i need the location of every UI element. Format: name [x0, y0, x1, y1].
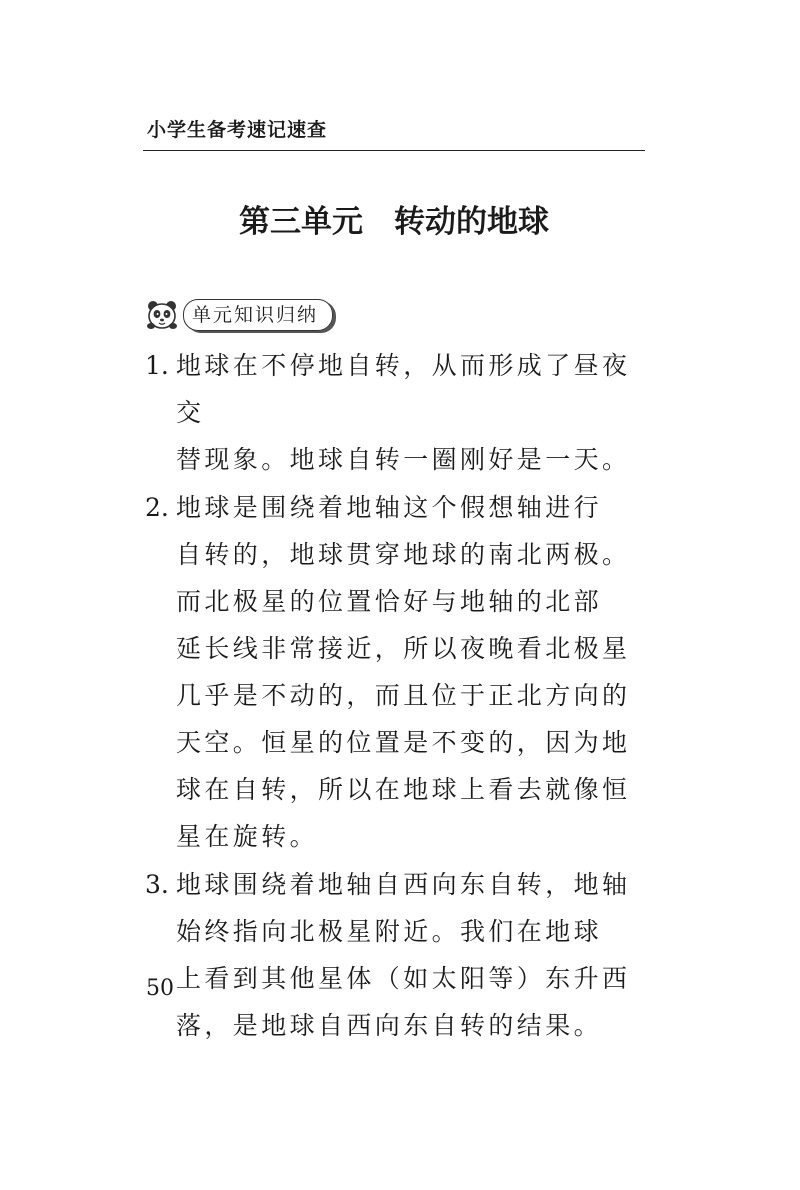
item-line: 地球围绕着地轴自西向东自转，地轴	[176, 870, 631, 899]
item-number: 2.	[145, 493, 169, 522]
panda-icon	[145, 299, 179, 331]
item-line: 天空。恒星的位置是不变的，因为地	[176, 728, 631, 757]
page-number: 50	[146, 976, 174, 1001]
section-badge	[145, 298, 333, 332]
item-line: 落，是地球自西向东自转的结果。	[176, 1011, 603, 1040]
list-item	[143, 342, 653, 483]
item-number: 1.	[145, 351, 169, 380]
unit-title: 第三单元 转动的地球	[239, 204, 549, 240]
item-line: 球在自转，所以在地球上看去就像恒	[176, 775, 631, 804]
item-line: 始终指向北极星附近。我们在地球	[176, 917, 603, 946]
item-line: 地球是围绕着地轴这个假想轴进行	[176, 493, 603, 522]
item-line: 替现象。地球自转一圈刚好是一天。	[176, 445, 631, 474]
item-number: 3.	[145, 870, 169, 899]
running-header: 小学生备考速记速查	[147, 119, 328, 141]
section-label: 单元知识归纳	[183, 299, 333, 331]
item-line: 而北极星的位置恰好与地轴的北部	[176, 587, 603, 616]
list-item	[143, 484, 653, 860]
item-line: 几乎是不动的，而且位于正北方向的	[176, 681, 631, 710]
item-line: 自转的，地球贯穿地球的南北两极。	[176, 540, 631, 569]
item-line: 延长线非常接近，所以夜晚看北极星	[176, 634, 631, 663]
item-line: 地球在不停地自转，从而形成了昼夜交	[176, 351, 631, 427]
knowledge-list	[143, 342, 653, 1050]
item-line: 上看到其他星体（如太阳等）东升西	[176, 964, 631, 993]
item-line: 星在旋转。	[176, 822, 319, 851]
list-item	[143, 861, 653, 1049]
header-rule	[143, 150, 645, 151]
